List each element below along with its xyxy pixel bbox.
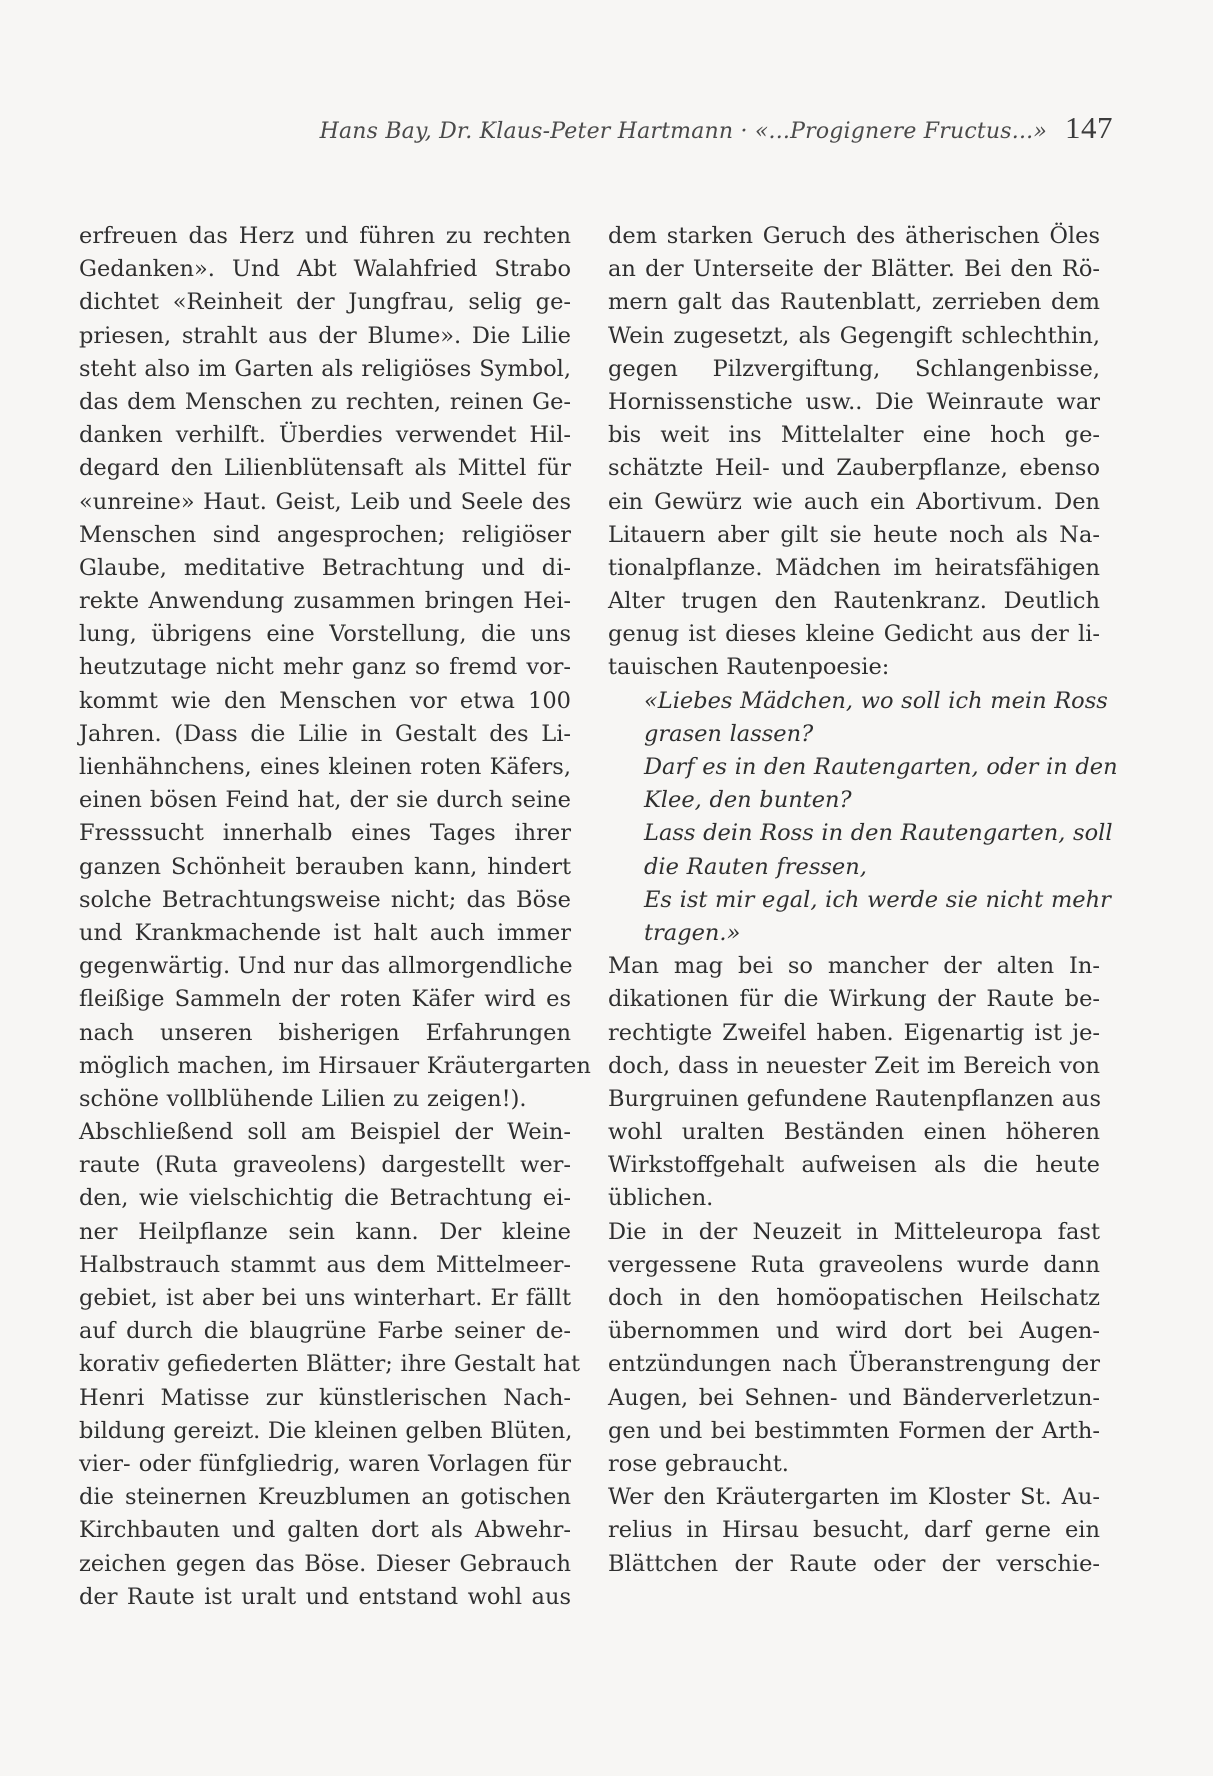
text-line: doch, dass in neuester Zeit im Bereich von <box>608 1052 1100 1079</box>
text-line: Gedanken». Und Abt Walahfried Strabo <box>79 256 571 283</box>
text-line: Litauern aber gilt sie heute noch als Na- <box>608 521 1100 548</box>
text-line: der Raute ist uralt und entstand wohl aus <box>79 1583 571 1610</box>
poem-line: Darf es in den Rautengarten, oder in den <box>644 754 1118 780</box>
text-line: korativ gefiederten Blätter; ihre Gestalt hat <box>79 1351 581 1378</box>
text-line: erfreuen das Herz und führen zu rechten <box>79 223 571 249</box>
text-line: Blättchen der Raute oder der verschie- <box>608 1550 1100 1577</box>
text-line: Man mag bei so mancher der alten In- <box>608 953 1100 980</box>
text-line: möglich machen, im Hirsauer Kräutergarten <box>79 1052 591 1079</box>
text-line: bis weit ins Mittelalter eine hoch ge- <box>608 422 1100 449</box>
left-text-column <box>79 220 591 1614</box>
right-text-column <box>608 220 1118 1581</box>
text-line: gegen Pilzvergiftung, Schlangenbisse, <box>608 355 1100 382</box>
text-line: ner Heilpflanze sein kann. Der kleine <box>79 1218 571 1245</box>
poem-block <box>644 685 1118 951</box>
text-line: gegenwärtig. Und nur das allmorgendliche <box>79 953 573 980</box>
text-line: raute (Ruta graveolens) dargestellt wer- <box>79 1152 571 1179</box>
text-line: Henri Matisse zur künstlerischen Nach- <box>79 1384 571 1411</box>
text-line: solche Betrachtungsweise nicht; das Böse <box>79 886 571 913</box>
text-line: üblichen. <box>608 1185 714 1212</box>
text-line: einen bösen Feind hat, der sie durch seine <box>79 787 571 814</box>
text-line: rechtigte Zweifel haben. Eigenartig ist je- <box>608 1019 1100 1046</box>
text-line: Menschen sind angesprochen; religiöser <box>79 521 571 548</box>
page-number: 147 <box>1065 110 1113 145</box>
text-line: steht also im Garten als religiöses Symbol, <box>79 355 571 382</box>
text-line: Hornissenstiche usw.. Die Weinraute war <box>608 388 1100 415</box>
text-line: bildung gereizt. Die kleinen gelben Blüten, <box>79 1417 573 1444</box>
text-line: Wein zugesetzt, als Gegengift schlechthin, <box>608 322 1100 349</box>
text-line: wohl uralten Beständen einen höheren <box>608 1119 1100 1146</box>
poem-line: grasen lassen? <box>644 720 814 747</box>
text-line: dikationen für die Wirkung der Raute be- <box>608 986 1100 1013</box>
text-line: heutzutage nicht mehr ganz so fremd vor- <box>79 654 571 681</box>
text-line: und Krankmachende ist halt auch immer <box>79 919 571 946</box>
running-title: Hans Bay, Dr. Klaus-Peter Hartmann · «...Progignere Fructus...» <box>319 119 1047 144</box>
text-line: Jahren. (Dass die Lilie in Gestalt des Li- <box>79 720 571 747</box>
text-line: fleißige Sammeln der roten Käfer wird es <box>79 986 571 1013</box>
poem-line: Lass dein Ross in den Rautengarten, soll <box>644 820 1113 847</box>
text-line: Wirkstoffgehalt aufweisen als die heute <box>608 1152 1100 1179</box>
text-line: an der Unterseite der Blätter. Bei den Rö- <box>608 256 1100 283</box>
text-line: gebiet, ist aber bei uns winterhart. Er fällt <box>79 1285 571 1311</box>
text-line: auf durch die blaugrüne Farbe seiner de- <box>79 1318 571 1345</box>
text-line: tionalpflanze. Mädchen im heiratsfähigen <box>608 554 1100 581</box>
text-line: Glaube, meditative Betrachtung und di- <box>79 554 571 581</box>
text-line: lung, übrigens eine Vorstellung, die uns <box>79 621 571 648</box>
text-line: Halbstrauch stammt aus dem Mittelmeer- <box>79 1251 571 1278</box>
text-line: relius in Hirsau besucht, darf gerne ein <box>608 1517 1100 1544</box>
text-line: übernommen und wird dort bei Augen- <box>608 1318 1100 1345</box>
text-line: tauischen Rautenpoesie: <box>608 654 890 681</box>
text-line: schöne vollblühende Lilien zu zeigen!). <box>79 1085 527 1112</box>
text-line: kommt wie den Menschen vor etwa 100 <box>79 687 571 714</box>
text-line: Abschließend soll am Beispiel der Wein- <box>79 1119 571 1146</box>
text-line: Die in der Neuzeit in Mitteleuropa fast <box>608 1218 1100 1245</box>
text-line: ein Gewürz wie auch ein Abortivum. Den <box>608 488 1100 515</box>
text-line: Kirchbauten und galten dort als Abwehr- <box>79 1517 571 1544</box>
poem-line: «Liebes Mädchen, wo soll ich mein Ross <box>644 687 1108 714</box>
text-line: «unreine» Haut. Geist, Leib und Seele des <box>79 488 571 515</box>
text-line: lienhähnchens, eines kleinen roten Käfers, <box>79 754 571 780</box>
text-line: ganzen Schönheit berauben kann, hindert <box>79 853 571 880</box>
text-line: danken verhilft. Überdies verwendet Hil- <box>79 422 571 449</box>
text-line: entzündungen nach Überanstrengung der <box>608 1351 1100 1378</box>
text-line: dem starken Geruch des ätherischen Öles <box>608 223 1100 249</box>
text-line: zeichen gegen das Böse. Dieser Gebrauch <box>79 1550 571 1577</box>
text-line: Burgruinen gefundene Rautenpflanzen aus <box>608 1085 1102 1112</box>
text-line: Alter trugen den Rautenkranz. Deutlich <box>608 588 1100 615</box>
text-line: vier- oder fünfgliedrig, waren Vorlagen für <box>79 1450 571 1477</box>
text-line: den, wie vielschichtig die Betrachtung ei- <box>79 1185 571 1212</box>
text-line: priesen, strahlt aus der Blume». Die Lilie <box>79 322 571 349</box>
text-line: vergessene Ruta graveolens wurde dann <box>608 1251 1100 1278</box>
text-line: Wer den Kräutergarten im Kloster St. Au- <box>608 1484 1100 1511</box>
text-line: mern galt das Rautenblatt, zerrieben dem <box>608 289 1100 316</box>
text-line: Augen, bei Sehnen- und Bänderverletzun- <box>608 1384 1100 1411</box>
text-line: die steinernen Kreuzblumen an gotischen <box>79 1484 571 1511</box>
text-line: das dem Menschen zu rechten, reinen Ge- <box>79 388 571 415</box>
poem-line: die Rauten fressen, <box>644 853 867 880</box>
text-line: degard den Lilienblütensaft als Mittel für <box>79 455 571 482</box>
text-line: gen und bei bestimmten Formen der Arth- <box>608 1417 1100 1444</box>
text-line: rose gebraucht. <box>608 1450 789 1477</box>
running-header <box>250 110 1113 154</box>
text-line: doch in den homöopatischen Heilschatz <box>608 1285 1100 1311</box>
text-line: rekte Anwendung zusammen bringen Hei- <box>79 588 571 615</box>
text-line: genug ist dieses kleine Gedicht aus der li- <box>608 621 1100 648</box>
poem-line: Es ist mir egal, ich werde sie nicht mehr <box>644 886 1111 913</box>
text-line: schätzte Heil- und Zauberpflanze, ebenso <box>608 455 1100 482</box>
text-line: dichtet «Reinheit der Jungfrau, selig ge- <box>79 289 571 316</box>
poem-line: tragen.» <box>644 919 741 946</box>
text-line: Fresssucht innerhalb eines Tages ihrer <box>79 820 571 847</box>
poem-line: Klee, den bunten? <box>644 787 852 814</box>
text-line: nach unseren bisherigen Erfahrungen <box>79 1019 571 1046</box>
